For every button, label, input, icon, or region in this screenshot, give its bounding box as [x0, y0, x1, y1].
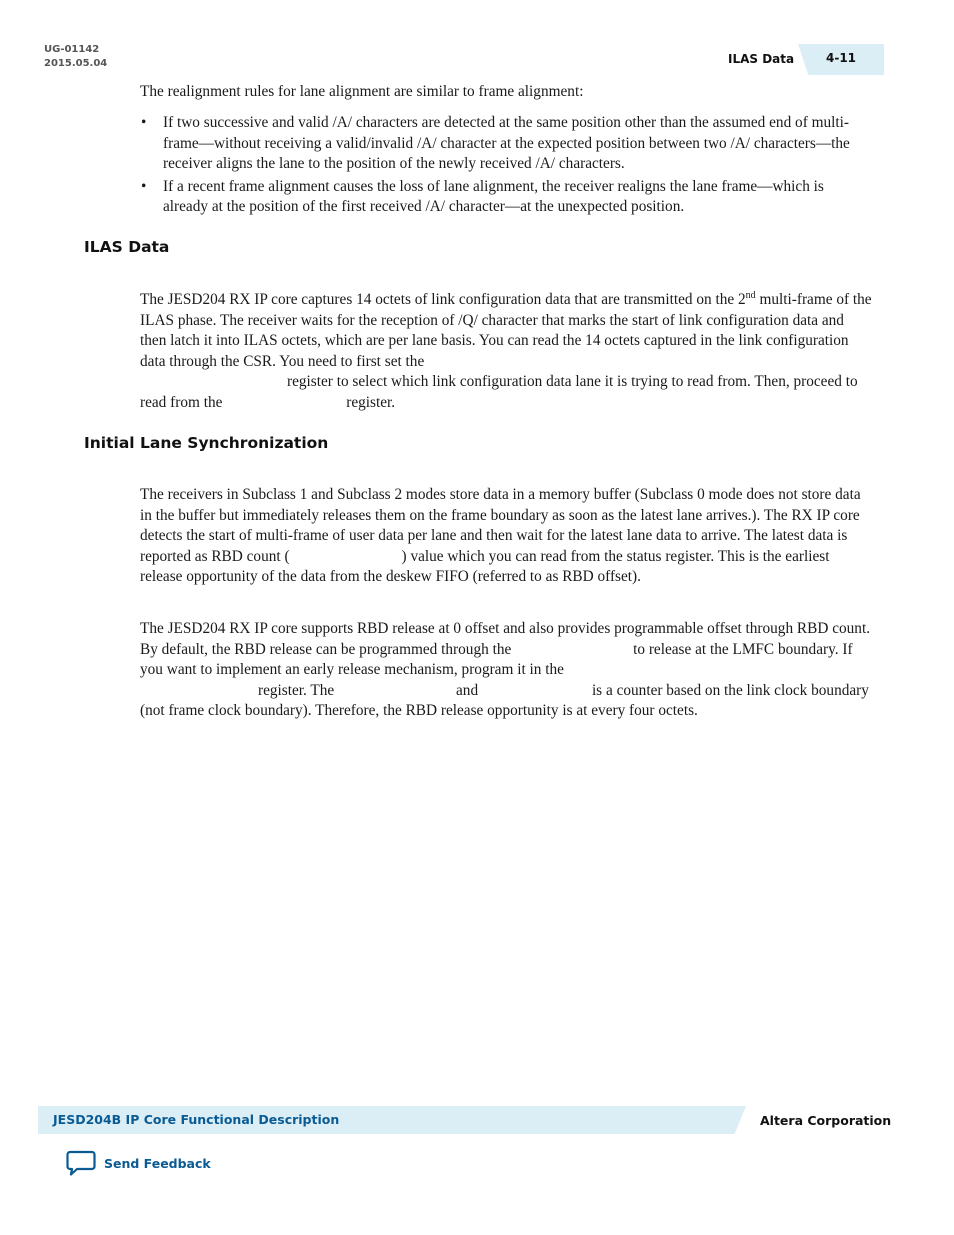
lane-sync-paragraph-1: The receivers in Subclass 1 and Subclass 2 modes store data in a memory buffer (Subclass 0 mode does not store data in the buffer but immediately releases them on the frame boundary as soon as the latest lane arrives.). The RX IP core detects the start of multi-frame of user data per lane and then wait for the latest lane data to arrive. The latest data is reported as RBD count ( ) value which you can read from the status register. This is the earliest release opportunity of the data from the deskew FIFO (referred to as RBD offset).	[140, 486, 861, 586]
intro-text: The realignment rules for lane alignment are similar to frame alignment:	[140, 83, 584, 100]
realignment-rules-list	[140, 113, 872, 220]
header-page-number: 4-11	[826, 51, 857, 65]
footer-chapter-title: JESD204B IP Core Functional Description	[53, 1112, 340, 1127]
speech-bubble-icon	[66, 1150, 96, 1177]
send-feedback-link[interactable]	[66, 1150, 211, 1177]
doc-date: 2015.05.04	[44, 58, 108, 69]
bullet-icon: •	[141, 177, 147, 195]
list-item: • If two successive and valid /A/ characters are detected at the same position other than the assumed end of multi-frame—without receiving a valid/invalid /A/ character at the expected position between two /A/ characters—the receiver aligns the lane to the position of the newly received /A/ characters.	[141, 114, 850, 173]
list-item: • If a recent frame alignment causes the loss of lane alignment, the receiver realigns the lane frame—which is already at the position of the first received /A/ character—at the unexpected position.	[141, 177, 824, 216]
ilas-data-paragraph: The JESD204 RX IP core captures 14 octets of link configuration data that are transmitted on the 2nd multi-frame of the ILAS phase. The receiver waits for the reception of /Q/ character that marks the start of link configuration data and then latch it into ILAS octets, which are per lane basis. You can read the 14 octets captured in the link configuration data through the CSR. You need to first set the register to select which link configuration data lane it is trying to read from. Then, proceed to read from the register.	[140, 289, 872, 411]
bullet-icon: •	[141, 114, 147, 131]
footer-company: Altera Corporation	[760, 1113, 892, 1128]
send-feedback-label: Send Feedback	[104, 1156, 211, 1171]
document-id	[44, 43, 107, 71]
superscript-nd: nd	[745, 289, 756, 301]
initial-lane-sync-heading: Initial Lane Synchronization	[84, 434, 329, 452]
doc-number: UG-01142	[44, 44, 100, 55]
lane-sync-paragraph-2: The JESD204 RX IP core supports RBD release at 0 offset and also provides programmable offset through RBD count. By default, the RBD release can be programmed through the to release at the LMFC boundary. If you want to implement an early release mechanism, program it in the register. The and is a counter based on the link clock boundary (not frame clock boundary). Therefore, the RBD release opportunity is at every four octets.	[140, 620, 871, 720]
header-section-title: ILAS Data	[728, 52, 795, 66]
ilas-data-heading: ILAS Data	[84, 238, 170, 256]
intro-paragraph	[140, 82, 872, 103]
